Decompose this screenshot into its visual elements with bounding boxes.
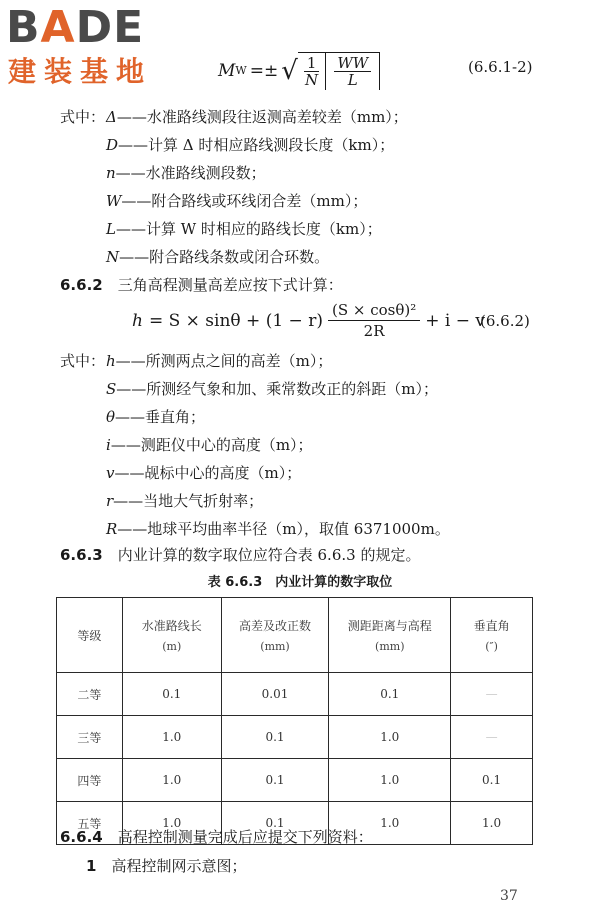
logo-subtitle: 建装基地: [8, 55, 153, 88]
list-number: 1: [86, 857, 97, 875]
table-cell: 三等: [57, 716, 123, 759]
data-table: [56, 597, 533, 845]
table-cell: 五等: [57, 802, 123, 845]
formula-lhs: M: [218, 61, 236, 81]
formula-number: (6.6.1-2): [468, 58, 533, 76]
def-dash: ——: [121, 192, 152, 210]
def-dash: ——: [118, 136, 149, 154]
formula-lhs: h: [132, 310, 143, 331]
def-dash: ——: [110, 436, 141, 454]
fraction-denominator: 2R: [363, 322, 385, 340]
def-text: 水准路线测段数；: [145, 164, 266, 182]
table-cell: 1.0: [329, 802, 451, 845]
def-text: 地球平均曲率半径（m），取值 6371000m。: [147, 520, 450, 538]
def-line: [106, 490, 263, 512]
def-line: [106, 462, 301, 484]
table-cell: 0.01: [221, 673, 329, 716]
table-cell: 0.1: [122, 673, 221, 716]
table-cell: 0.1: [221, 759, 329, 802]
table-header-cell: [451, 598, 533, 673]
def-line: [106, 406, 205, 428]
def-dash: ——: [116, 380, 147, 398]
section-text: 高程控制测量完成后应提交下列资料：: [117, 828, 373, 846]
def-line: [106, 162, 266, 184]
table-cell: 1.0: [122, 802, 221, 845]
formula-rhs-part: = S × sinθ + (1 − r): [148, 310, 323, 331]
header-unit: (m): [162, 640, 182, 653]
section-6-6-4: [60, 826, 373, 848]
table-cell: 0.1: [221, 716, 329, 759]
table-header-row: [57, 598, 533, 673]
def-symbol: v: [106, 464, 115, 482]
defs-lead: 式中：: [60, 352, 106, 370]
logo-accent-letter: A: [40, 2, 76, 53]
header-label: 等级: [77, 628, 102, 643]
def-line: [106, 246, 329, 268]
header-label: 水准路线长: [141, 619, 202, 633]
defs-lead: 式中：: [60, 108, 106, 126]
formula-inner-fraction: [334, 55, 371, 88]
def-symbol: Δ: [106, 108, 117, 126]
def-symbol: R: [106, 520, 118, 538]
header-label: 垂直角: [473, 619, 510, 633]
header-unit: (mm): [260, 640, 290, 653]
table-cell: —: [451, 716, 533, 759]
def-line: [106, 518, 450, 540]
table-caption: 表 6.6.3 内业计算的数字取位: [207, 575, 393, 590]
def-dash: ——: [115, 220, 146, 238]
table-row: [57, 716, 533, 759]
header-label: 高差及改正数: [239, 619, 312, 633]
table-cell: 1.0: [122, 716, 221, 759]
def-symbol: r: [106, 492, 114, 510]
section-number: 6.6.3: [60, 546, 103, 564]
table-cell: 1.0: [122, 759, 221, 802]
def-text: 当地大气折射率；: [143, 492, 264, 510]
table-cell: —: [451, 673, 533, 716]
inner-denominator: L: [347, 71, 358, 89]
inner-numerator: WW: [334, 55, 371, 72]
def-symbol: D: [106, 136, 119, 154]
def-text: 附合路线或环线闭合差（mm）；: [151, 192, 368, 210]
def-symbol: L: [106, 220, 116, 238]
def-text: 水准路线测段往返测高差较差（mm）；: [146, 108, 408, 126]
def-symbol: N: [106, 248, 120, 266]
def-text: 附合路线条数或闭合环数。: [149, 248, 330, 266]
logo-wordmark: [6, 4, 144, 52]
def-dash: ——: [113, 492, 144, 510]
def-dash: ——: [119, 248, 150, 266]
def-line: [106, 134, 394, 156]
formula-6-6-2: [132, 300, 485, 341]
def-dash: ——: [117, 520, 148, 538]
fraction-numerator: 1: [304, 55, 320, 72]
def-line: [106, 106, 408, 128]
formula-bracket: [325, 53, 380, 90]
table-cell: 0.1: [329, 673, 451, 716]
def-text: 觇标中心的高度（m）；: [144, 464, 302, 482]
def-text: 计算 Δ 时相应路线测段长度（km）；: [148, 136, 395, 154]
def-symbol: i: [106, 436, 111, 454]
formula-radicand: [298, 52, 380, 90]
section-6-6-3: [60, 544, 420, 566]
logo-letter: B: [6, 2, 41, 53]
formula-6-6-1-2: [218, 52, 380, 90]
section-6-6-2: [60, 274, 343, 296]
page-number: 37: [500, 888, 518, 904]
def-text: 所测两点之间的高差（m）；: [145, 352, 333, 370]
table-cell: 1.0: [329, 716, 451, 759]
table-cell: 1.0: [451, 802, 533, 845]
header-unit: (mm): [375, 640, 405, 653]
fraction-denominator: N: [305, 71, 319, 89]
table-cell: 0.1: [451, 759, 533, 802]
def-symbol: n: [106, 164, 116, 182]
def-dash: ——: [115, 164, 146, 182]
formula-lhs-subscript: W: [235, 64, 247, 77]
fraction-numerator: (S × cosθ)²: [328, 300, 420, 321]
def-dash: ——: [115, 352, 146, 370]
formula-fraction: [304, 55, 320, 88]
section-text: 内业计算的数字取位应符合表 6.6.3 的规定。: [117, 546, 421, 564]
table-header-cell: [57, 598, 123, 673]
table-cell: 四等: [57, 759, 123, 802]
def-dash: ——: [116, 108, 147, 126]
table-cell: 0.1: [221, 802, 329, 845]
def-symbol: W: [106, 192, 122, 210]
section-text: 三角高程测量高差应按下式计算：: [117, 276, 343, 294]
def-dash: ——: [114, 464, 145, 482]
list-item: [86, 855, 246, 877]
formula-number: (6.6.2): [480, 312, 530, 330]
table-cell: 1.0: [329, 759, 451, 802]
list-text: 高程控制网示意图；: [111, 857, 247, 875]
sqrt-icon: √: [281, 56, 298, 86]
header-unit: (″): [485, 640, 498, 653]
formula-equals: =±: [249, 61, 279, 81]
formula-fraction: [328, 300, 420, 341]
def-text: 垂直角；: [145, 408, 206, 426]
table-header-cell: [329, 598, 451, 673]
section-number: 6.6.2: [60, 276, 103, 294]
def-dash: ——: [115, 408, 146, 426]
table-cell: 二等: [57, 673, 123, 716]
table-row: [57, 673, 533, 716]
table-row: [57, 759, 533, 802]
def-text: 所测经气象和加、乘常数改正的斜距（m）；: [146, 380, 439, 398]
header-label: 测距距离与高程: [347, 619, 432, 633]
def-text: 测距仪中心的高度（m）；: [140, 436, 313, 454]
def-symbol: S: [106, 380, 117, 398]
formula-rhs-part: + i − v: [425, 310, 485, 331]
def-line: [106, 190, 367, 212]
def-line: [106, 434, 313, 456]
logo: [6, 4, 176, 94]
table-header-cell: [221, 598, 329, 673]
def-line: [106, 350, 332, 372]
table-header-cell: [122, 598, 221, 673]
def-line: [106, 378, 438, 400]
def-symbol: θ: [106, 408, 116, 426]
section-number: 6.6.4: [60, 828, 103, 846]
def-symbol: h: [106, 352, 116, 370]
def-line: [106, 218, 382, 240]
def-text: 计算 W 时相应的路线长度（km）；: [145, 220, 382, 238]
logo-letters: DE: [75, 2, 145, 53]
